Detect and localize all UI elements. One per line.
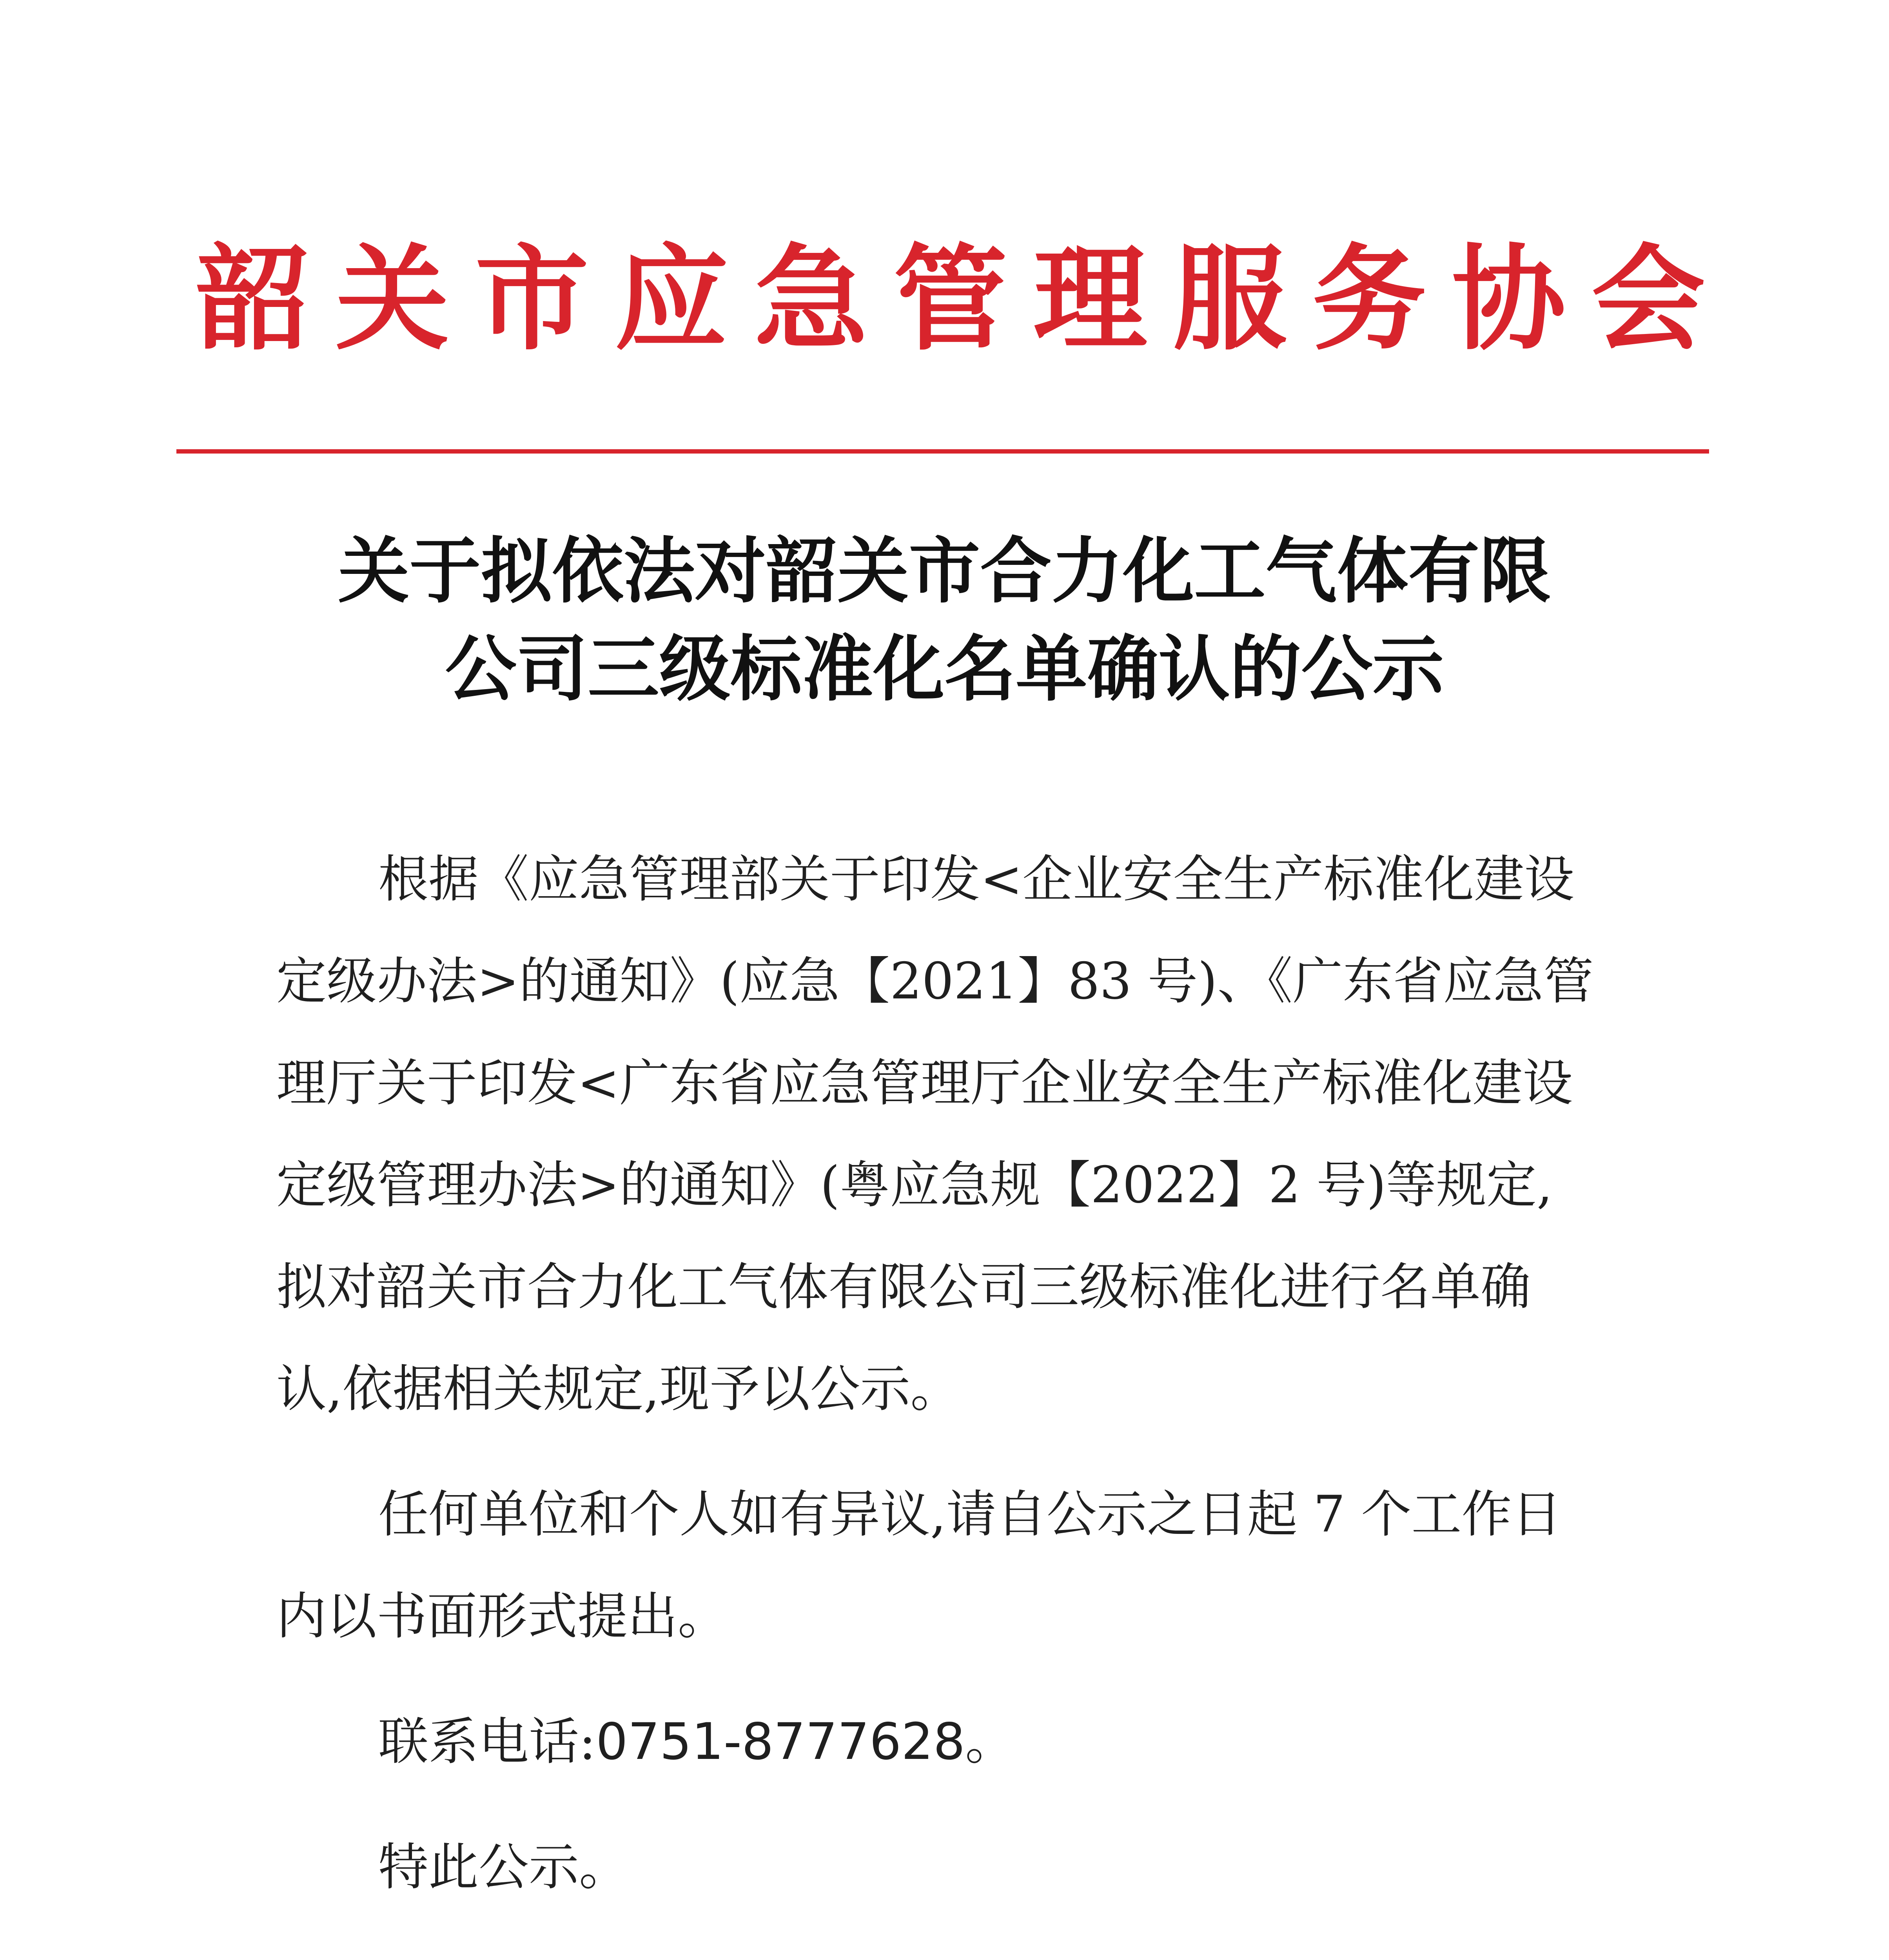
contact-line bbox=[378, 1713, 1016, 1771]
body-paragraph-1-line-6: 认,依据相关规定,现予以公示。 bbox=[276, 1360, 961, 1418]
body-paragraph-1-line-4: 定级管理办法>的通知》(粤应急规【2022】2 号)等规定, bbox=[276, 1156, 1553, 1214]
body-paragraph-1-line-3: 理厅关于印发<广东省应急管理厅企业安全生产标准化建设 bbox=[276, 1054, 1573, 1112]
body-paragraph-1-line-5: 拟对韶关市合力化工气体有限公司三级标准化进行名单确 bbox=[276, 1258, 1531, 1316]
closing-line: 特此公示。 bbox=[378, 1838, 630, 1896]
body-paragraph-1-line-2: 定级办法>的通知》(应急【2021】83 号)、《广东省应急管 bbox=[276, 952, 1594, 1011]
header-divider bbox=[176, 449, 1709, 454]
body-paragraph-1-line-1: 根据《应急管理部关于印发<企业安全生产标准化建设 bbox=[378, 850, 1575, 909]
official-seal bbox=[1088, 1958, 1507, 1960]
body-paragraph-2-line-1: 任何单位和个人如有异议,请自公示之日起 7 个工作日 bbox=[378, 1485, 1562, 1544]
contact-label: 联系电话: bbox=[378, 1713, 596, 1771]
notice-title-line-2: 公司三级标准化名单确认的公示 bbox=[445, 628, 1444, 711]
contact-phone: 0751-8777628 bbox=[596, 1713, 965, 1771]
org-header: 韶关市应急管理服务协会 bbox=[196, 234, 1731, 366]
notice-title-line-1: 关于拟依法对韶关市合力化工气体有限 bbox=[338, 530, 1551, 613]
body-paragraph-2-line-2: 内以书面形式提出。 bbox=[276, 1587, 728, 1646]
contact-end: 。 bbox=[965, 1713, 1016, 1771]
